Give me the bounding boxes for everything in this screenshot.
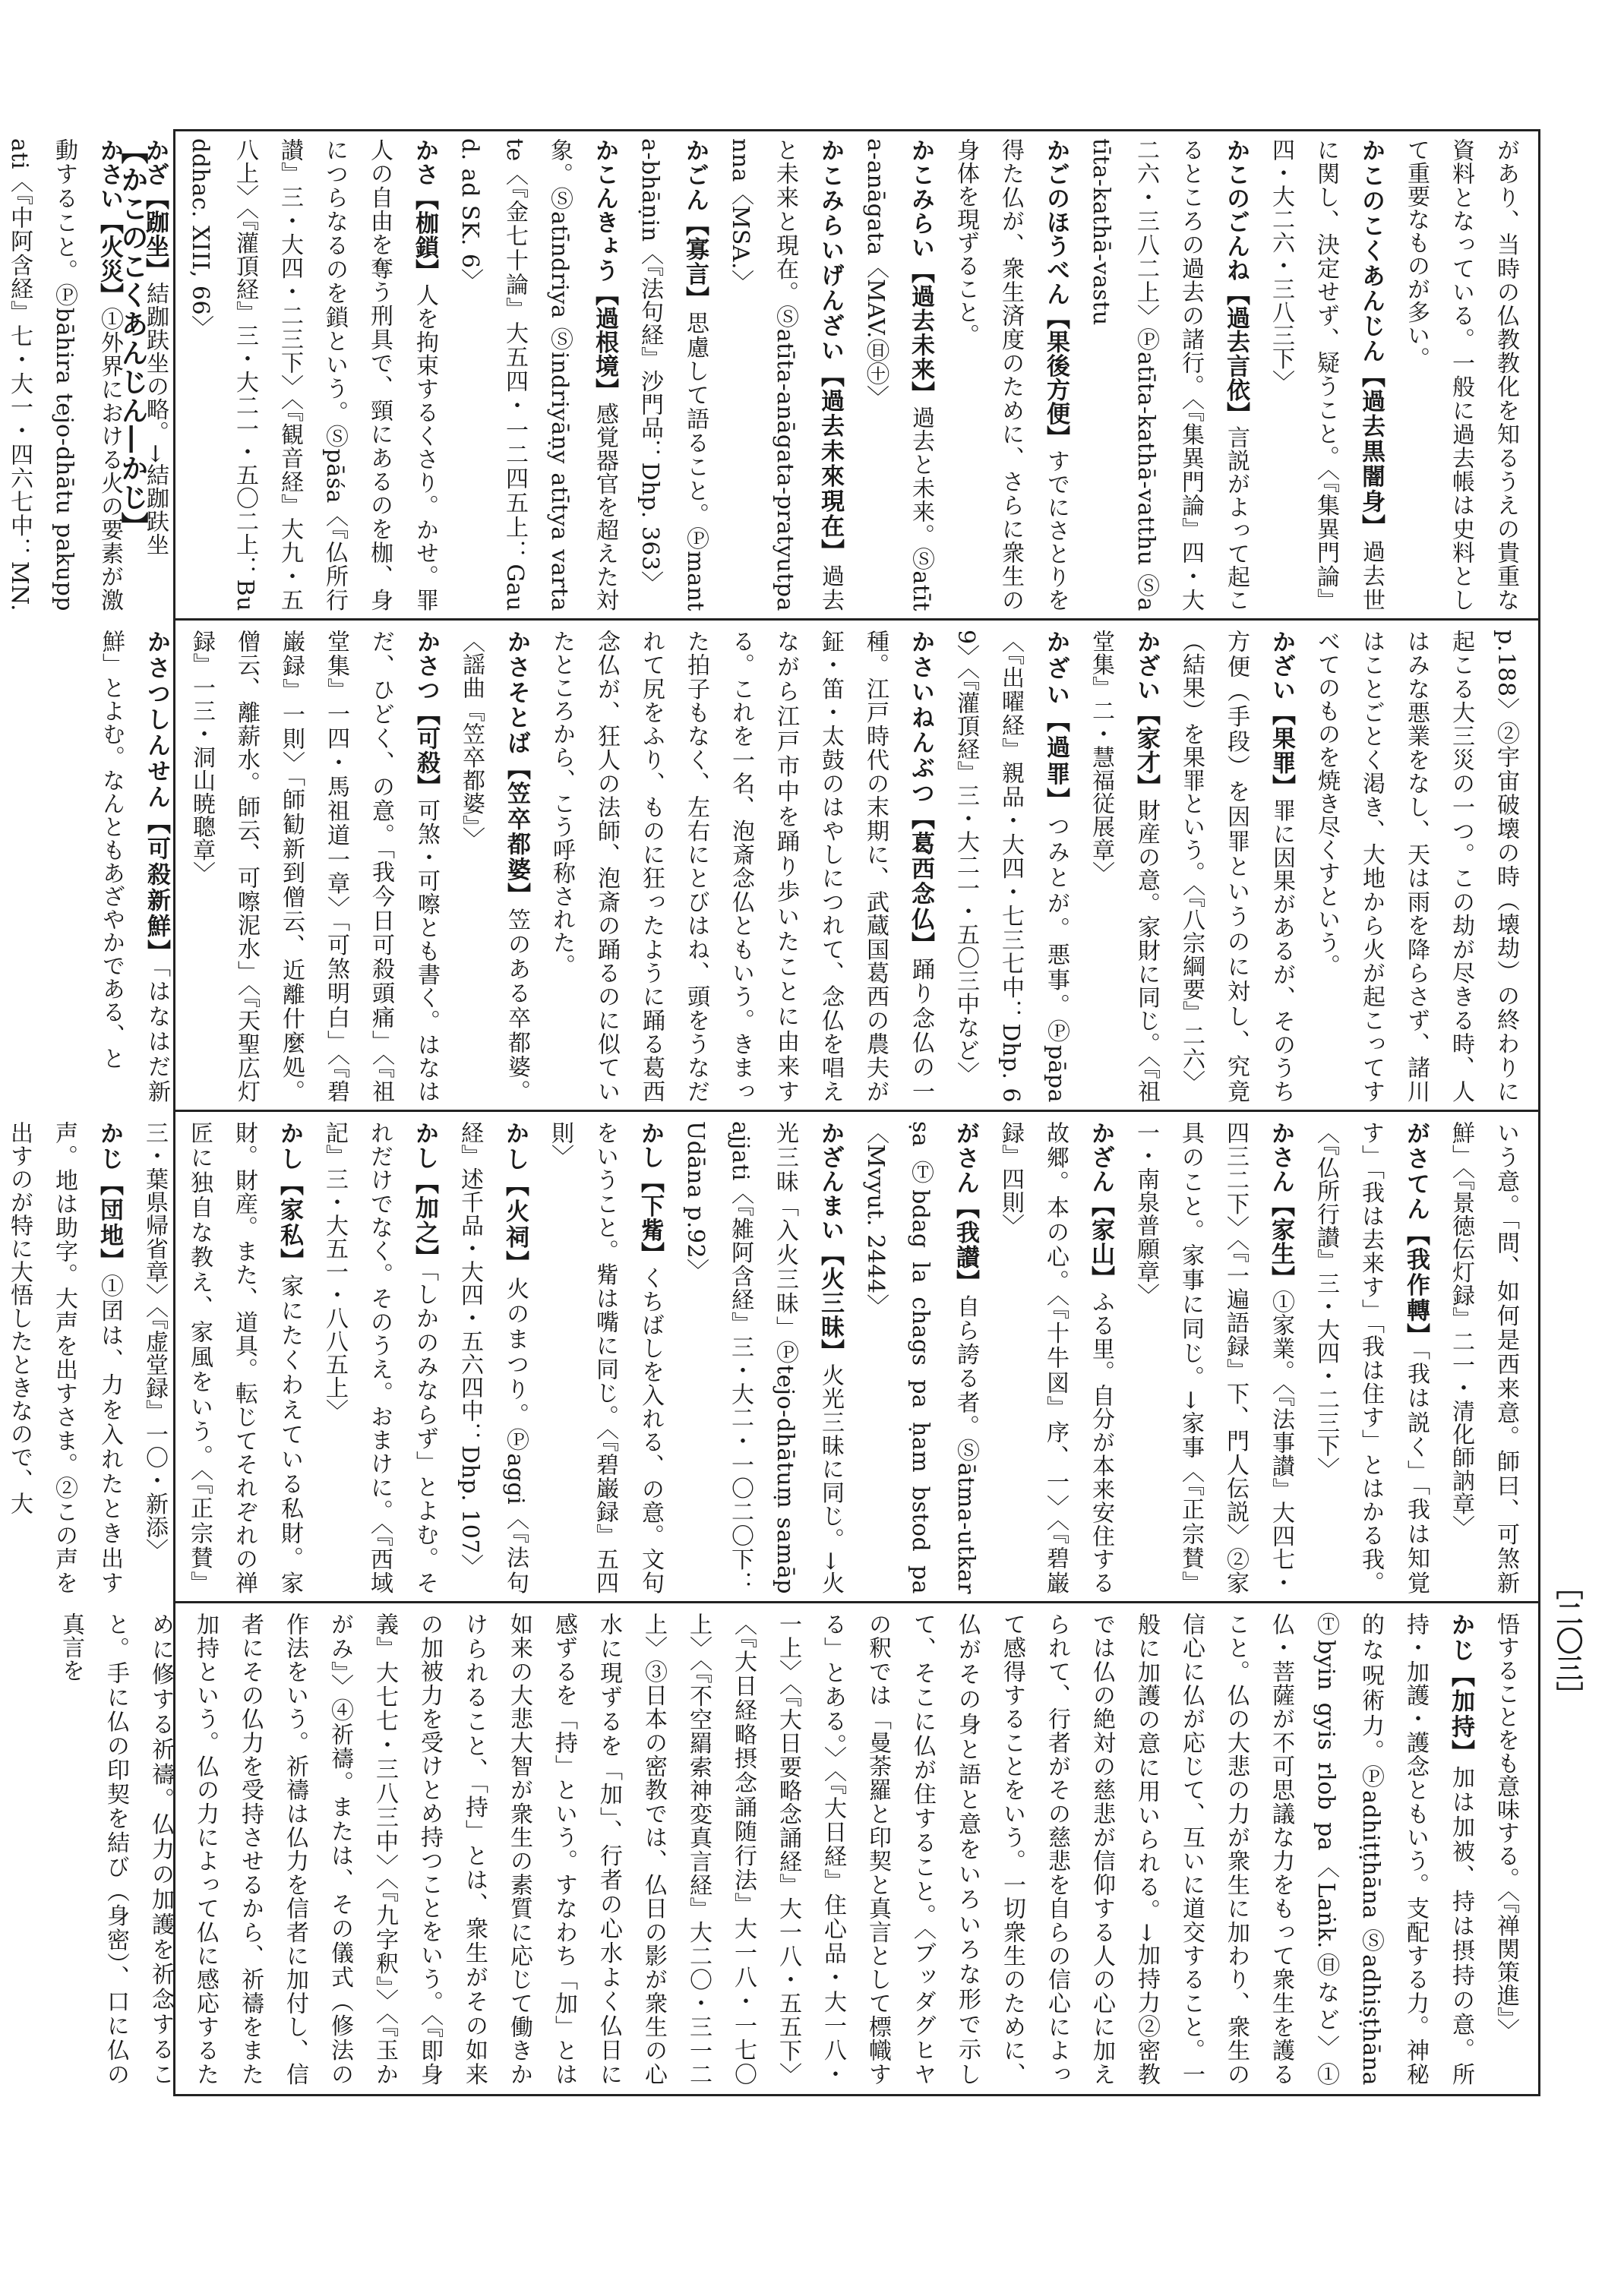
entry-body: 過去世に関し、決定せず、疑うこと。〈『集異門論』四・大二六・三八三下〉: [1268, 138, 1385, 612]
entry-headword: かざい【過罪】: [1042, 630, 1070, 815]
dictionary-entry: [1313, 1121, 1430, 1594]
entry-headword: かさ【枷鎖】: [411, 138, 438, 284]
dictionary-entry: [457, 138, 618, 611]
entry-headword: かこみらいげんざい【過去未來現在】: [817, 138, 844, 564]
entry-body: つみとが。悪事。Ⓟpāpa〈『出曜経』親品・大四・七三七中：Dhp. 69〉〈『灌頂経』三・大二一・五〇三中など〉: [953, 630, 1070, 1103]
entry-body: 悟することをも意味する。〈『禅関策進』〉: [1493, 1612, 1519, 2042]
entry-body: 罪に因果があるが、そのうち方便（手段）を因罪というのに対し、究竟（結果）を果罪という。〈『八宗綱要』二六〉: [1178, 630, 1295, 1104]
tier-4-text: [58, 1612, 1528, 2086]
entry-headword: かさいねんぶつ【葛西念仏】: [907, 630, 934, 958]
entry-headword: かさそとば【笠卒都婆】: [503, 630, 530, 908]
entry-headword: かし【火祠】: [501, 1121, 529, 1278]
entry-body: 思慮して語ること。Ⓟmanta-bhāṇin〈『法句経』沙門品：Dhp. 363〉: [637, 138, 709, 611]
dictionary-entry: [1493, 1612, 1519, 2042]
entry-body: 「我は説く」「我は知覚す」「我は去来す」「我は住す」とはかる我。〈『仏所行讃』三・大四・二三下〉: [1313, 1121, 1430, 1595]
dictionary-entry: [188, 630, 440, 1103]
dictionary-entry: [457, 1121, 529, 1594]
entry-body: 自ら誇る者。Ⓢātma-utkarṣa Ⓣbdag la chags pa ḥam bstod pa〈Mvyut. 2444〉: [862, 1121, 979, 1594]
dictionary-entry: [141, 1121, 303, 1594]
entry-body: 人を拘束するくさり。かせ。罪人の自由を奪う刑具で、頸にあるのを枷、身につらなるのを鎖という。Ⓢpāśa〈『仏所行讃』三・大四・二三下〉〈『観音経』大九・五八上〉〈『灌頂経』三・大二一・五〇二上：Buddhac. XIII, 66〉: [187, 138, 438, 612]
entry-headword: かこみらい【過去未来】: [907, 138, 934, 406]
dictionary-entry: [458, 630, 530, 1103]
entry-body: 火光三昧に同じ。→火光三昧「入火三昧」Ⓟtejo-dhātuṃ samāpajjati〈『雑阿含経』三・大二・一〇二〇下：Udāna p.92〉: [682, 1121, 844, 1595]
entry-headword: かさつしんせん【可殺新鮮】: [143, 630, 170, 966]
entry-headword: かごん【寡言】: [681, 138, 709, 311]
tier-2-text: [98, 630, 1528, 1104]
entry-body: 財産の意。家財に同じ。〈『祖堂集』二・慧福従展章〉: [1088, 630, 1160, 1104]
entry-body: 家にたくわえている私財。家財。財産。また、道具。転じてそれぞれの禅匠に独自な教え、家風をいう。〈『正宗賛』三・葉県帰省章〉〈『虚堂録』一〇・新添〉: [141, 1121, 303, 1594]
entry-body: ①囝は、力を入れたとき出す声。地は助字。大声を出すさま。②この声を出すのが特に大悟したときなので、大: [6, 1121, 123, 1595]
entry-headword: かじ【団地】: [96, 1121, 123, 1274]
entry-headword: かざい【家才】: [1133, 630, 1160, 799]
dictionary-entry: [1133, 1121, 1294, 1594]
entry-headword: がさん【我讃】: [952, 1121, 979, 1295]
dictionary-entry: [1088, 138, 1250, 611]
dictionary-entry: [682, 1121, 844, 1594]
dictionary-entry: [58, 1612, 1474, 2086]
dictionary-entry: [953, 138, 1070, 611]
entry-headword: かざん【家山】: [1087, 1121, 1114, 1290]
dictionary-entry: [6, 1121, 123, 1594]
entry-body: ①外界における火の要素が激動すること。Ⓟbāhira tejo-dhātu pakuppati〈『中阿含経』七・大一・四六七中：MN.: [6, 138, 123, 612]
entry-body: くちばしを入れる、の意。文句をいうこと。觜は嘴に同じ。〈『碧巌録』五四則〉: [547, 1121, 664, 1595]
entry-body: ①家業。〈『法事讃』大四七・四三二下〉〈『一遍語録』下、門人伝説〉②家具のこと。家事に同じ。→家事〈『正宗賛』一・南泉普願章〉: [1133, 1121, 1294, 1595]
dictionary-entry: [1178, 630, 1295, 1103]
tier-3: [6, 1112, 1540, 1603]
dictionary-entry: [548, 630, 934, 1103]
entry-body: 踊り念仏の一種。江戸時代の末期に、武蔵国葛西の農夫が鉦・笛・太鼓のはやしにつれて、念仏を唱えながら江戸市中を踊り歩いたことに由来する。これを一名、泡斎念仏ともいう。きまった拍子もなく、左右にとびはね、頭をうなだれて尻をふり、ものに狂ったように踊る葛西念仏が、狂人の法師、泡斎の踊るのに似ていたところから、こう呼称された。: [548, 630, 934, 1104]
entry-body: 結跏趺坐の略。→結跏趺坐: [142, 282, 169, 557]
dictionary-entry: [1268, 138, 1385, 611]
dictionary-entry: [142, 138, 169, 556]
entry-body: 「はなはだ新鮮」とよむ。なんともあざやかである、と: [98, 630, 170, 1104]
entry-body: 火のまつり。Ⓟaggi〈『法句経』述千品・大四・五六四中：Dhp. 107〉: [457, 1121, 529, 1595]
dictionary-entry: [1088, 630, 1160, 1103]
entry-body: 笠のある卒都婆。〈謡曲『笠卒都婆』〉: [458, 630, 530, 1104]
tier-4: [58, 1603, 1540, 2096]
entry-headword: かざんまい【火三昧】: [817, 1121, 844, 1364]
page-number: ［二〇三］: [1552, 1572, 1584, 1709]
entry-body: p.188〉②宇宙破壊の時（壊劫）の終わりに起こる大三災の一つ。この劫が尽きる時、人はみな悪業をなし、天は雨を降らさず、諸川はことごとく渇き、大地から火が起こってすべてのものを焼き尽くすという。: [1313, 630, 1519, 1103]
running-head: 【かこのこくあんじん―かじ】: [117, 137, 149, 541]
tier-2: [98, 621, 1540, 1112]
dictionary-entry: [862, 1121, 979, 1594]
dictionary-entry: [98, 630, 170, 1103]
dictionary-entry: [547, 1121, 664, 1594]
dictionary-entry: [321, 1121, 438, 1594]
entry-headword: がさてん【我作轉】: [1402, 1121, 1430, 1349]
dictionary-entry: [727, 138, 844, 611]
entry-headword: かし【加之】: [411, 1121, 438, 1270]
entry-headword: かし【下觜】: [637, 1121, 664, 1267]
entry-body: 感覚器官を超えた対象。Ⓢatīndriya Ⓢindriyāṇy atītya vartate〈『金七十論』大五四・一二四五上：Gaud. ad SK. 6〉: [457, 138, 618, 612]
entry-headword: かごのほうべん【果後方便】: [1042, 138, 1070, 450]
entry-headword: かざい【果罪】: [1268, 630, 1295, 799]
entry-body: 「しかのみならず」とよむ。それだけでなく。そのうえ。おまけに。〈『西域記』三・大五一・八八五上〉: [321, 1121, 438, 1595]
entry-body: いう意。「問、如何是西来意。師曰、可煞新鮮」〈『景徳伝灯録』二一・清化師訥章〉: [1448, 1121, 1519, 1594]
dictionary-entry: [1448, 1121, 1519, 1594]
entry-body: があり、当時の仏教教化を知るうえの貴重な資料となっている。一般に過去帳は史料として重要なものが多い。: [1403, 138, 1519, 611]
dictionary-entry: [862, 138, 934, 611]
entry-body: 言説がよって起こるところの過去の諸行。〈『集異門論』四・大二六・三八二上〉Ⓟatīta-kathā-vatthu Ⓢatīta-kathā-vastu: [1088, 138, 1250, 612]
dictionary-entry: [187, 138, 438, 611]
entry-body: 可煞・可嚓とも書く。はなはだ、ひどく、の意。「我今日可殺頭痛」〈『祖堂集』一四・馬祖道一章〉「可煞明白」〈『碧巌録』一則〉「師勧新到僧云、近離什麼処。僧云、離薪水。師云、可嚓泥水」〈『天聖広灯録』一三・洞山暁聰章〉: [188, 630, 440, 1104]
entry-headword: かさい【火災】: [96, 138, 123, 308]
entry-headword: かこのこくあんじん【過去黒闇身】: [1357, 138, 1385, 540]
entry-headword: かし【家私】: [276, 1121, 303, 1274]
entry-headword: かこのごんね【過去言依】: [1222, 138, 1250, 426]
dictionary-entry: [953, 630, 1070, 1103]
entry-headword: かじ【加持】: [1447, 1612, 1474, 1766]
dictionary-entry: [0, 138, 123, 611]
dictionary-entry: [1313, 630, 1519, 1103]
tier-3-text: [6, 1121, 1528, 1595]
dictionary-entry: [637, 138, 709, 611]
dictionary-entry: [1403, 138, 1519, 611]
entry-headword: かさん【家生】: [1267, 1121, 1294, 1290]
entry-body: 加は加被、持は摂持の意。所持・加護・護念ともいう。支配する力。神秘的な呪術力。Ⓟadhiṭṭhāna Ⓢadhiṣṭhāna Ⓣbyin gyis rlob pa〈Laṅk.㊐など〉①仏・菩薩が不可思議な力をもって衆生を護ること。仏の大悲の力が衆生に加わり、衆生の信心に仏が応じて、互いに道交すること。一般に加護の意に用いられる。→加持力②密教では仏の絶対の慈悲が信仰する人の心に加えられて、行者がその慈悲を自らの信心によって感得することをいう。一切衆生のために、仏がその身と語と意をいろいろな形で示して、そこに仏が住すること。〈ブッダグヒヤの釈では「曼荼羅と印契と真言として標幟する」とある。〉〈『大日経』住心品・大一八・一上〉〈『大日要略念誦経』大一八・五五下〉〈『大日経略摂念誦随行法』大一八・一七〇上〉〈『不空羂索神変真言経』大二〇・三一二上〉③日本の密教では、仏日の影が衆生の心水に現ずるを「加」、行者の心水よく仏日に感ずるを「持」という。すなわち「加」とは如来の大悲大智が衆生の素質に応じて働きかけられること、「持」とは、衆生がその如来の加被力を受けとめ持つことをいう。〈『即身義』大七七・三八三中〉〈『九字釈』〉〈『玉かがみ』〉④祈禱。または、その儀式（修法の作法をいう。祈禱は仏力を信者に加付し、信者にその仏力を受持させるから、祈禱をまた加持という。仏の力によって仏に感応するために修する祈禱。仏力の加護を祈念すること。手に仏の印契を結び（身密）、口に仏の真言を: [58, 1612, 1474, 2086]
entry-headword: かさつ【可殺】: [412, 630, 440, 799]
entry-body: 過去と未来と現在。Ⓢatīta-anāgata-pratyutpanna〈MSA.〉: [727, 138, 844, 612]
entry-body: すでにさとりを得た仏が、衆生済度のために、さらに衆生の身体を現ずること。: [953, 138, 1070, 611]
entry-body: 過去と未来。Ⓢatīta-anāgata〈MAV.㊐㊉〉: [862, 138, 934, 611]
entry-body: ふる里。自分が本来安住する故郷。本の心。〈『十牛図』序、一〉〈『碧巌録』四則〉: [997, 1121, 1114, 1595]
entry-headword: かざ【跏坐】: [141, 138, 169, 282]
entry-headword: かこんきょう【過根境】: [591, 138, 618, 403]
dictionary-entry: [997, 1121, 1114, 1594]
